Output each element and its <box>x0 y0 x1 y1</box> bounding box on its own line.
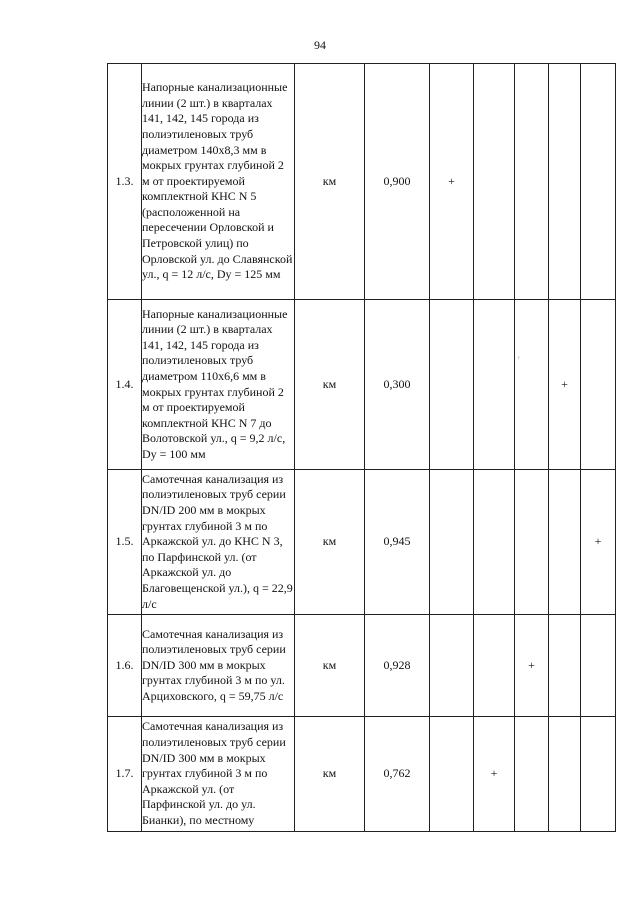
year-mark-cell <box>581 615 616 717</box>
year-mark-cell <box>430 615 474 717</box>
row-number: 1.4. <box>108 300 142 470</box>
year-mark-cell <box>474 300 515 470</box>
year-mark-cell: + <box>515 615 549 717</box>
year-mark-cell <box>549 717 581 832</box>
row-number: 1.7. <box>108 717 142 832</box>
row-value: 0,900 <box>365 64 430 300</box>
row-description: Самотечная канализация из полиэтиленовых труб серии DN/ID 300 мм в мокрых грунтах глубиной 3 м по Аркажской ул. (от Парфинской ул. до ул. Бианки), по местному <box>142 717 295 832</box>
year-mark-cell: + <box>581 470 616 615</box>
year-mark-cell <box>430 300 474 470</box>
table-row <box>108 300 616 470</box>
row-unit: км <box>295 64 365 300</box>
row-number: 1.3. <box>108 64 142 300</box>
row-value: 0,945 <box>365 470 430 615</box>
row-value: 0,762 <box>365 717 430 832</box>
row-description: Напорные канализационные линии (2 шт.) в кварталах 141, 142, 145 города из полиэтиленовых труб диаметром 140х8,3 мм в мокрых грунтах глубиной 2 м от проектируемой комплектной КНС N 5 (расположенной на пересечении Орловской и Петровской улиц) по Орловской ул. до Славянской ул., q = 12 л/с, Dy = 125 мм <box>142 64 295 300</box>
year-mark-cell <box>581 717 616 832</box>
row-value: 0,300 <box>365 300 430 470</box>
row-description: Самотечная канализация из полиэтиленовых труб серии DN/ID 200 мм в мокрых грунтах глубиной 3 м по Аркажской ул. до КНС N 3, по Парфинской ул. (от Аркажской ул. до Благовещенской ул.), q = 22,9 л/с <box>142 470 295 615</box>
year-mark-cell <box>474 615 515 717</box>
year-mark-cell <box>474 470 515 615</box>
row-value: 0,928 <box>365 615 430 717</box>
year-mark-cell <box>515 717 549 832</box>
year-mark-cell <box>581 300 616 470</box>
row-description: Самотечная канализация из полиэтиленовых труб серии DN/ID 300 мм в мокрых грунтах глубиной 3 м по ул. Арциховского, q = 59,75 л/с <box>142 615 295 717</box>
row-unit: км <box>295 615 365 717</box>
row-unit: км <box>295 470 365 615</box>
year-mark-cell <box>430 717 474 832</box>
row-description: Напорные канализационные линии (2 шт.) в кварталах 141, 142, 145 города из полиэтиленовых труб диаметром 110х6,6 мм в мокрых грунтах глубиной 2 м от проектируемой комплектной КНС N 7 до Волотовской ул., q = 9,2 л/с, Dy = 100 мм <box>142 300 295 470</box>
year-mark-cell <box>581 64 616 300</box>
year-mark-cell <box>549 64 581 300</box>
table-row <box>108 470 616 615</box>
year-mark-cell: + <box>474 717 515 832</box>
year-mark-cell <box>549 470 581 615</box>
year-mark-cell <box>515 300 549 470</box>
row-unit: км <box>295 717 365 832</box>
year-mark-cell: + <box>549 300 581 470</box>
year-mark-cell: + <box>430 64 474 300</box>
year-mark-cell <box>515 470 549 615</box>
year-mark-cell <box>430 470 474 615</box>
year-mark-cell <box>549 615 581 717</box>
row-unit: км <box>295 300 365 470</box>
page-number: 94 <box>314 38 326 52</box>
row-number: 1.5. <box>108 470 142 615</box>
table-row <box>108 64 616 300</box>
year-mark-cell <box>474 64 515 300</box>
row-number: 1.6. <box>108 615 142 717</box>
year-mark-cell <box>515 64 549 300</box>
scan-speck: ' <box>518 355 520 365</box>
table-row <box>108 717 616 832</box>
works-table <box>107 63 616 832</box>
table-row <box>108 615 616 717</box>
